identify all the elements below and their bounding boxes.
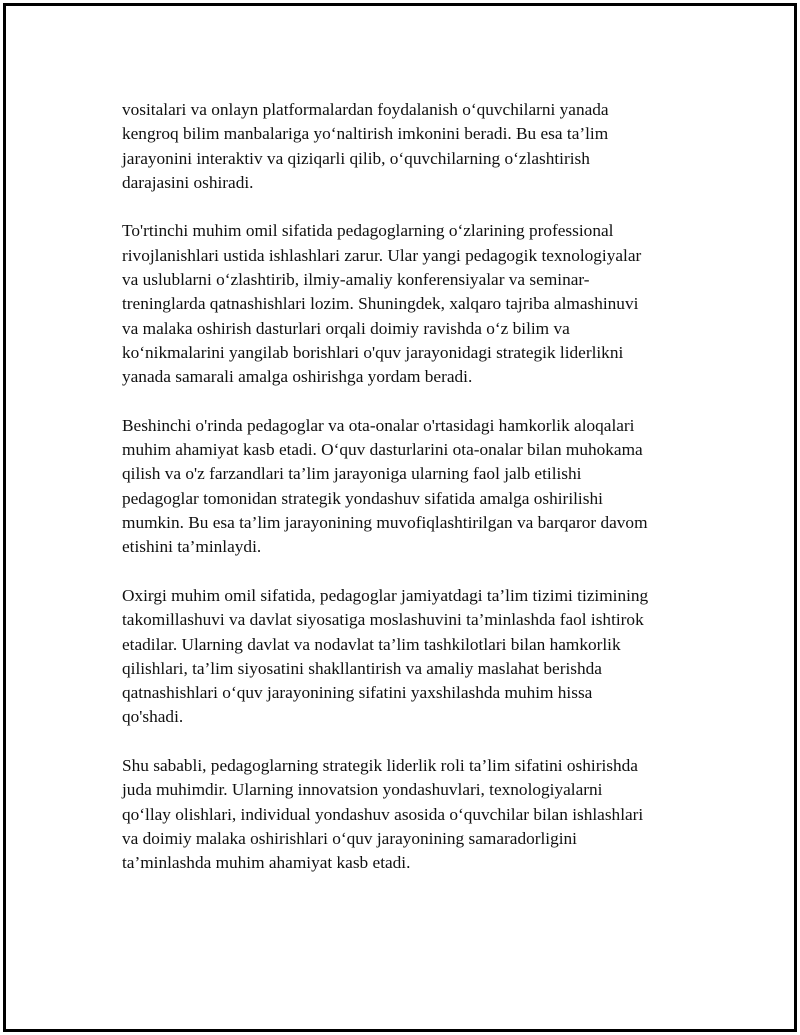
paragraph-1: vositalari va onlayn platformalardan foydalanish o‘quvchilarni yanada kengroq bilim manbalariga yo‘naltirish imkonini beradi. Bu esa ta’lim jarayonini interaktiv va qiziqarli qilib, o‘quvchilarning o‘zlashtirish darajasini oshiradi. (122, 100, 609, 192)
paragraph-2: To'rtinchi muhim omil sifatida pedagoglarning o‘zlarining professional rivojlanishlari ustida ishlashlari zarur. Ular yangi pedagogik texnologiyalar va uslublarni o‘zlashtirib, ilmiy-amaliy konferensiyalar va seminar- treninglarda qatnashishlari lozim. Shuningdek, xalqaro tajriba almashinuvi va malaka oshirish dasturlari orqali doimiy ravishda o‘z bilim va ko‘nikmalarini yangilab borishlari o'quv jarayonidagi strategik liderlikni yanada samarali amalga oshirishga yordam beradi. (122, 221, 642, 387)
paragraph-4: Oxirgi muhim omil sifatida, pedagoglar jamiyatdagi ta’lim tizimi tizimining takomillashuvi va davlat siyosatiga moslashuvini ta’minlashda faol ishtirok etadilar. Ularning davlat va nodavlat ta’lim tashkilotlari bilan hamkorlik qilishlari, ta’lim siyosatini shakllantirish va amaliy maslahat berishda qatnashishlari o‘quv jarayonining sifatini yaxshilashda muhim hissa qo'shadi. (122, 585, 649, 727)
page-frame (3, 3, 797, 1032)
document-body (122, 98, 702, 900)
paragraph-5: Shu sababli, pedagoglarning strategik liderlik roli ta’lim sifatini oshirishda juda muhimdir. Ularning innovatsion yondashuvlari, texnologiyalarni qo‘llay olishlari, individual yondashuv asosida o‘quvchilar bilan ishlashlari va doimiy malaka oshirishlari o‘quv jarayonining samaradorligini ta’minlashda muhim ahamiyat kasb etadi. (122, 756, 644, 873)
paragraph-3: Beshinchi o'rinda pedagoglar va ota-onalar o'rtasidagi hamkorlik aloqalari muhim ahamiyat kasb etadi. O‘quv dasturlarini ota-onalar bilan muhokama qilish va o'z farzandlari ta’lim jarayoniga ularning faol jalb etilishi pedagoglar tomonidan strategik yondashuv sifatida amalga oshirilishi mumkin. Bu esa ta’lim jarayonining muvofiqlashtirilgan va barqaror davom etishini ta’minlaydi. (122, 415, 648, 557)
